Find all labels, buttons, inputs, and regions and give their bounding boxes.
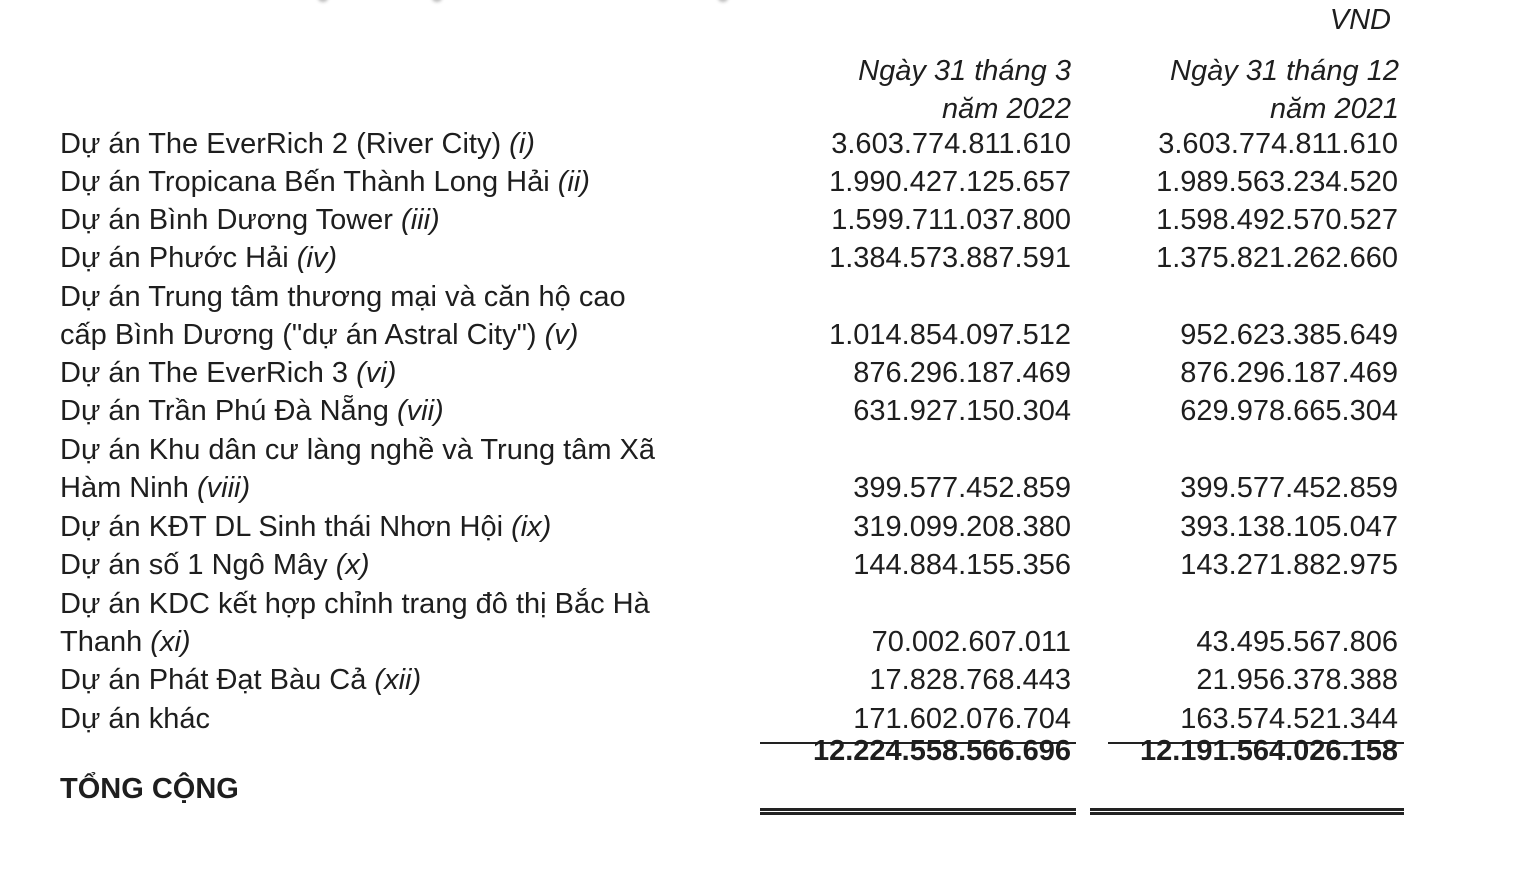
footnote-ref: (iv): [296, 242, 338, 274]
column-header-2021: [1079, 52, 1399, 128]
table-row: [60, 278, 1400, 354]
project-name-text: Dự án Phát Đạt Bàu Cả: [60, 664, 367, 696]
project-name-main: [60, 392, 760, 430]
value-2022: 70.002.607.011: [871, 626, 1071, 658]
footnote-ref: (ii): [557, 166, 590, 198]
value-2021: 952.623.385.649: [1180, 319, 1398, 351]
column-header-2022-line1: Ngày 31 tháng 3: [858, 55, 1071, 87]
footnote-ref: (x): [335, 549, 370, 581]
value-2022: 3.603.774.811.610: [831, 128, 1071, 160]
footnote-ref: (i): [509, 128, 535, 160]
column-header-2022-line2: năm 2022: [942, 93, 1071, 125]
footnote-ref: (v): [544, 319, 579, 351]
value-2021: 876.296.187.469: [1180, 357, 1398, 389]
table-row: [60, 201, 1400, 239]
footnote-ref: (xii): [374, 664, 422, 696]
value-2022: 1.384.573.887.591: [829, 242, 1071, 274]
value-2021: 393.138.105.047: [1180, 511, 1398, 543]
project-name: [60, 585, 760, 661]
project-name: [60, 508, 760, 546]
value-2022: 17.828.768.443: [869, 664, 1071, 696]
project-name: [60, 661, 760, 699]
project-name-main: [60, 508, 760, 546]
value-2022: 144.884.155.356: [853, 549, 1071, 581]
total-double-rule-2021: [1090, 808, 1404, 815]
value-2022: 399.577.452.859: [853, 472, 1071, 504]
table-row: [60, 163, 1400, 201]
project-name-main: [60, 354, 760, 392]
project-name: [60, 239, 760, 277]
value-2022: 1.990.427.125.657: [829, 166, 1071, 198]
table-row: [60, 546, 1400, 584]
column-header-2021-line1: Ngày 31 tháng 12: [1170, 55, 1399, 87]
project-name-main: [60, 661, 760, 699]
table-row: [60, 585, 1400, 661]
footnote-ref: (viii): [197, 472, 251, 504]
project-name: [60, 354, 760, 392]
project-name: [60, 546, 760, 584]
project-name-main: [60, 316, 760, 354]
project-name-text: Dự án Phước Hải: [60, 242, 289, 274]
currency-label: VND: [1329, 4, 1391, 36]
footnote-ref: (ix): [511, 511, 552, 543]
value-2021: 629.978.665.304: [1180, 395, 1398, 427]
project-name-text: Dự án Bình Dương Tower: [60, 204, 393, 236]
project-name: [60, 201, 760, 239]
footnote-ref: (xi): [150, 626, 191, 658]
project-name-text: Thanh: [60, 626, 143, 658]
column-header-2022: [771, 52, 1071, 128]
footnote-ref: (vii): [397, 395, 444, 427]
total-value-2022: 12.224.558.566.696: [812, 735, 1071, 767]
project-name: [60, 431, 760, 507]
value-2021: 1.989.563.234.520: [1156, 166, 1398, 198]
value-2021: 1.375.821.262.660: [1156, 242, 1398, 274]
value-2022: 1.599.711.037.800: [831, 204, 1071, 236]
project-name-text: Dự án Trần Phú Đà Nẵng: [60, 395, 389, 427]
project-name-main: [60, 163, 760, 201]
project-name-text: Dự án The EverRich 2 (River City): [60, 128, 502, 160]
project-name-line1: Dự án Trung tâm thương mại và căn hộ cao: [60, 281, 626, 313]
project-name-main: [60, 469, 760, 507]
footnote-ref: (iii): [401, 204, 440, 236]
project-name-main: [60, 201, 760, 239]
value-2021: 3.603.774.811.610: [1158, 128, 1398, 160]
table-row: [60, 508, 1400, 546]
project-name-text: cấp Bình Dương ("dự án Astral City"): [60, 319, 537, 351]
value-2021: 43.495.567.806: [1196, 626, 1398, 658]
project-name-text: Dự án The EverRich 3: [60, 357, 349, 389]
value-2022: 171.602.076.704: [853, 703, 1071, 735]
project-name-line1: Dự án KDC kết hợp chỉnh trang đô thị Bắc Hà: [60, 588, 650, 620]
project-name: [60, 700, 760, 738]
project-name-main: [60, 239, 760, 277]
footnote-ref: (vi): [356, 357, 397, 389]
project-name-main: [60, 546, 760, 584]
column-header-2021-line2: năm 2021: [1270, 93, 1399, 125]
table-row: [60, 392, 1400, 430]
value-2021: 163.574.521.344: [1180, 703, 1398, 735]
table-row: [60, 354, 1400, 392]
project-name-text: Dự án KĐT DL Sinh thái Nhơn Hội: [60, 511, 504, 543]
value-2022: 631.927.150.304: [853, 395, 1071, 427]
table-row: [60, 431, 1400, 507]
value-2021: 399.577.452.859: [1180, 472, 1398, 504]
project-name-text: Dự án khác: [60, 703, 210, 735]
project-name: [60, 163, 760, 201]
value-2022: 1.014.854.097.512: [829, 319, 1071, 351]
project-name-text: Hàm Ninh: [60, 472, 189, 504]
project-name-main: [60, 623, 760, 661]
project-name: [60, 125, 760, 163]
project-name-main: [60, 125, 760, 163]
project-name: [60, 392, 760, 430]
value-2021: 1.598.492.570.527: [1156, 204, 1398, 236]
table-row: [60, 239, 1400, 277]
table-row: [60, 661, 1400, 699]
total-label: TỔNG CỘNG: [60, 773, 239, 805]
table-row: [60, 125, 1400, 163]
value-2022: 876.296.187.469: [853, 357, 1071, 389]
project-name-line1: Dự án Khu dân cư làng nghề và Trung tâm Xã: [60, 434, 656, 466]
project-name: [60, 278, 760, 354]
value-2021: 21.956.378.388: [1196, 664, 1398, 696]
project-name-text: Dự án số 1 Ngô Mây: [60, 549, 328, 581]
value-2022: 319.099.208.380: [853, 511, 1071, 543]
project-name-main: [60, 700, 760, 738]
total-double-rule-2022: [760, 808, 1076, 815]
value-2021: 143.271.882.975: [1180, 549, 1398, 581]
total-value-2021: 12.191.564.026.158: [1139, 735, 1398, 767]
cropped-text-remnant: [0, 0, 1521, 4]
project-name-text: Dự án Tropicana Bến Thành Long Hải: [60, 166, 550, 198]
